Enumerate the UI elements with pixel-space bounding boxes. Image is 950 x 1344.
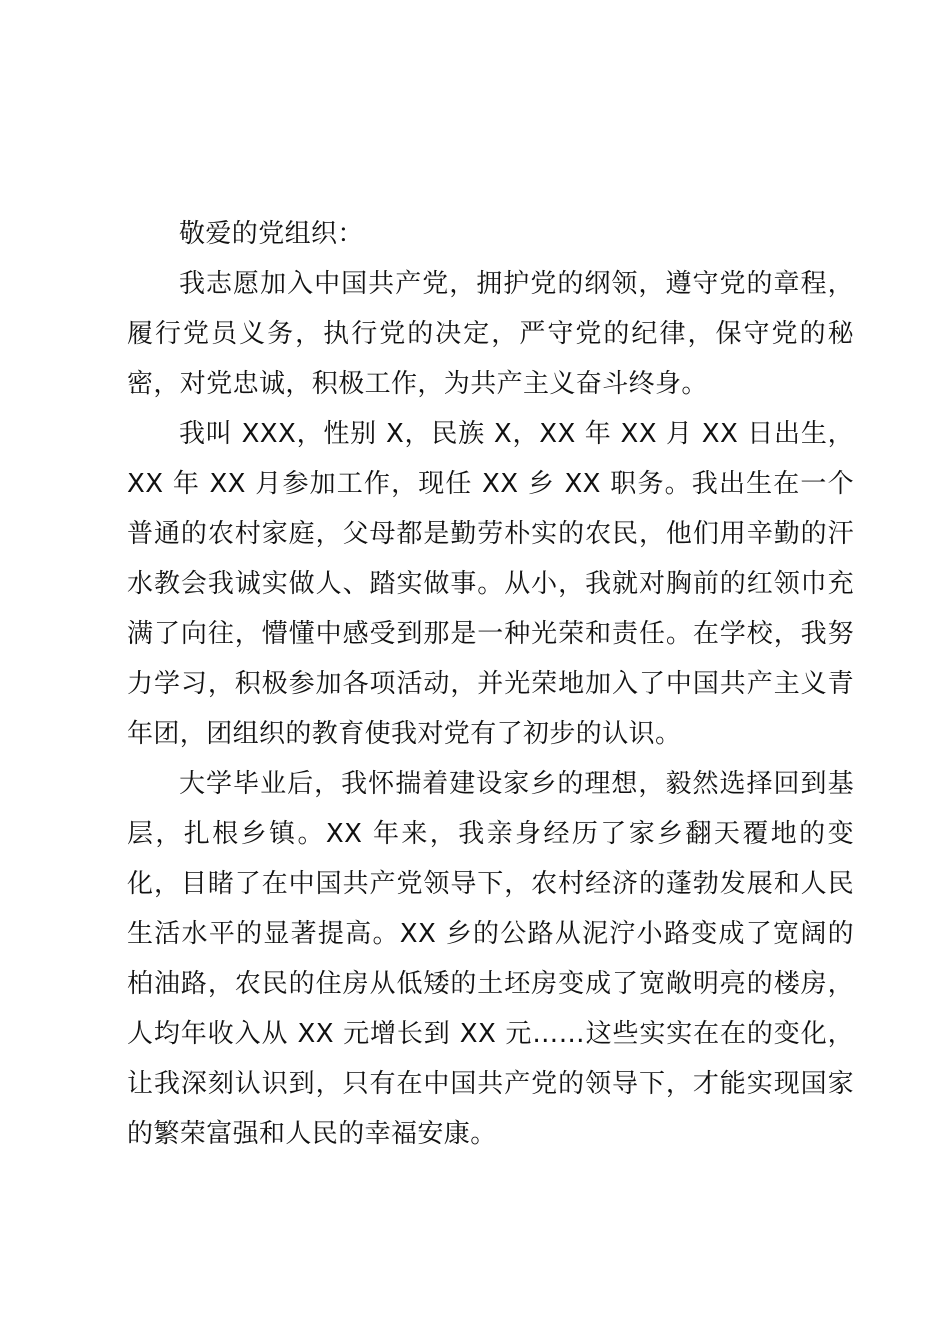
paragraph-background: 我叫 XXX，性别 X，民族 X，XX 年 XX 月 XX 日出生，XX 年 XX 月参加工作，现任 XX 乡 XX 职务。我出生在一个普通的农村家庭，父母都是勤劳朴实的农民，他们用辛勤的汗水教会我诚实做人、踏实做事。从小，我就对胸前的红领巾充满了向往，懵懂中感受到那是一种光荣和责任。在学校，我努力学习，积极参加各项活动，并光荣地加入了中国共产主义青年团，团组织的教育使我对党有了初步的认识。 <box>127 419 854 749</box>
salutation: 敬爱的党组织： <box>179 219 364 249</box>
paragraph-career: 大学毕业后，我怀揣着建设家乡的理想，毅然选择回到基层，扎根乡镇。XX 年来，我亲身经历了家乡翻天覆地的变化，目睹了在中国共产党领导下，农村经济的蓬勃发展和人民生活水平的显著提高。XX 乡的公路从泥泞小路变成了宽阔的柏油路，农民的住房从低矮的土坯房变成了宽敞明亮的楼房，人均年收入从 XX 元增长到 XX 元……这些实实在在的变化，让我深刻认识到，只有在中国共产党的领导下，才能实现国家的繁荣富强和人民的幸福安康。 <box>127 769 854 1149</box>
paragraph-pledge: 我志愿加入中国共产党，拥护党的纲领，遵守党的章程，履行党员义务，执行党的决定，严守党的纪律，保守党的秘密，对党忠诚，积极工作，为共产主义奋斗终身。 <box>127 269 854 399</box>
document-body <box>127 209 854 1159</box>
